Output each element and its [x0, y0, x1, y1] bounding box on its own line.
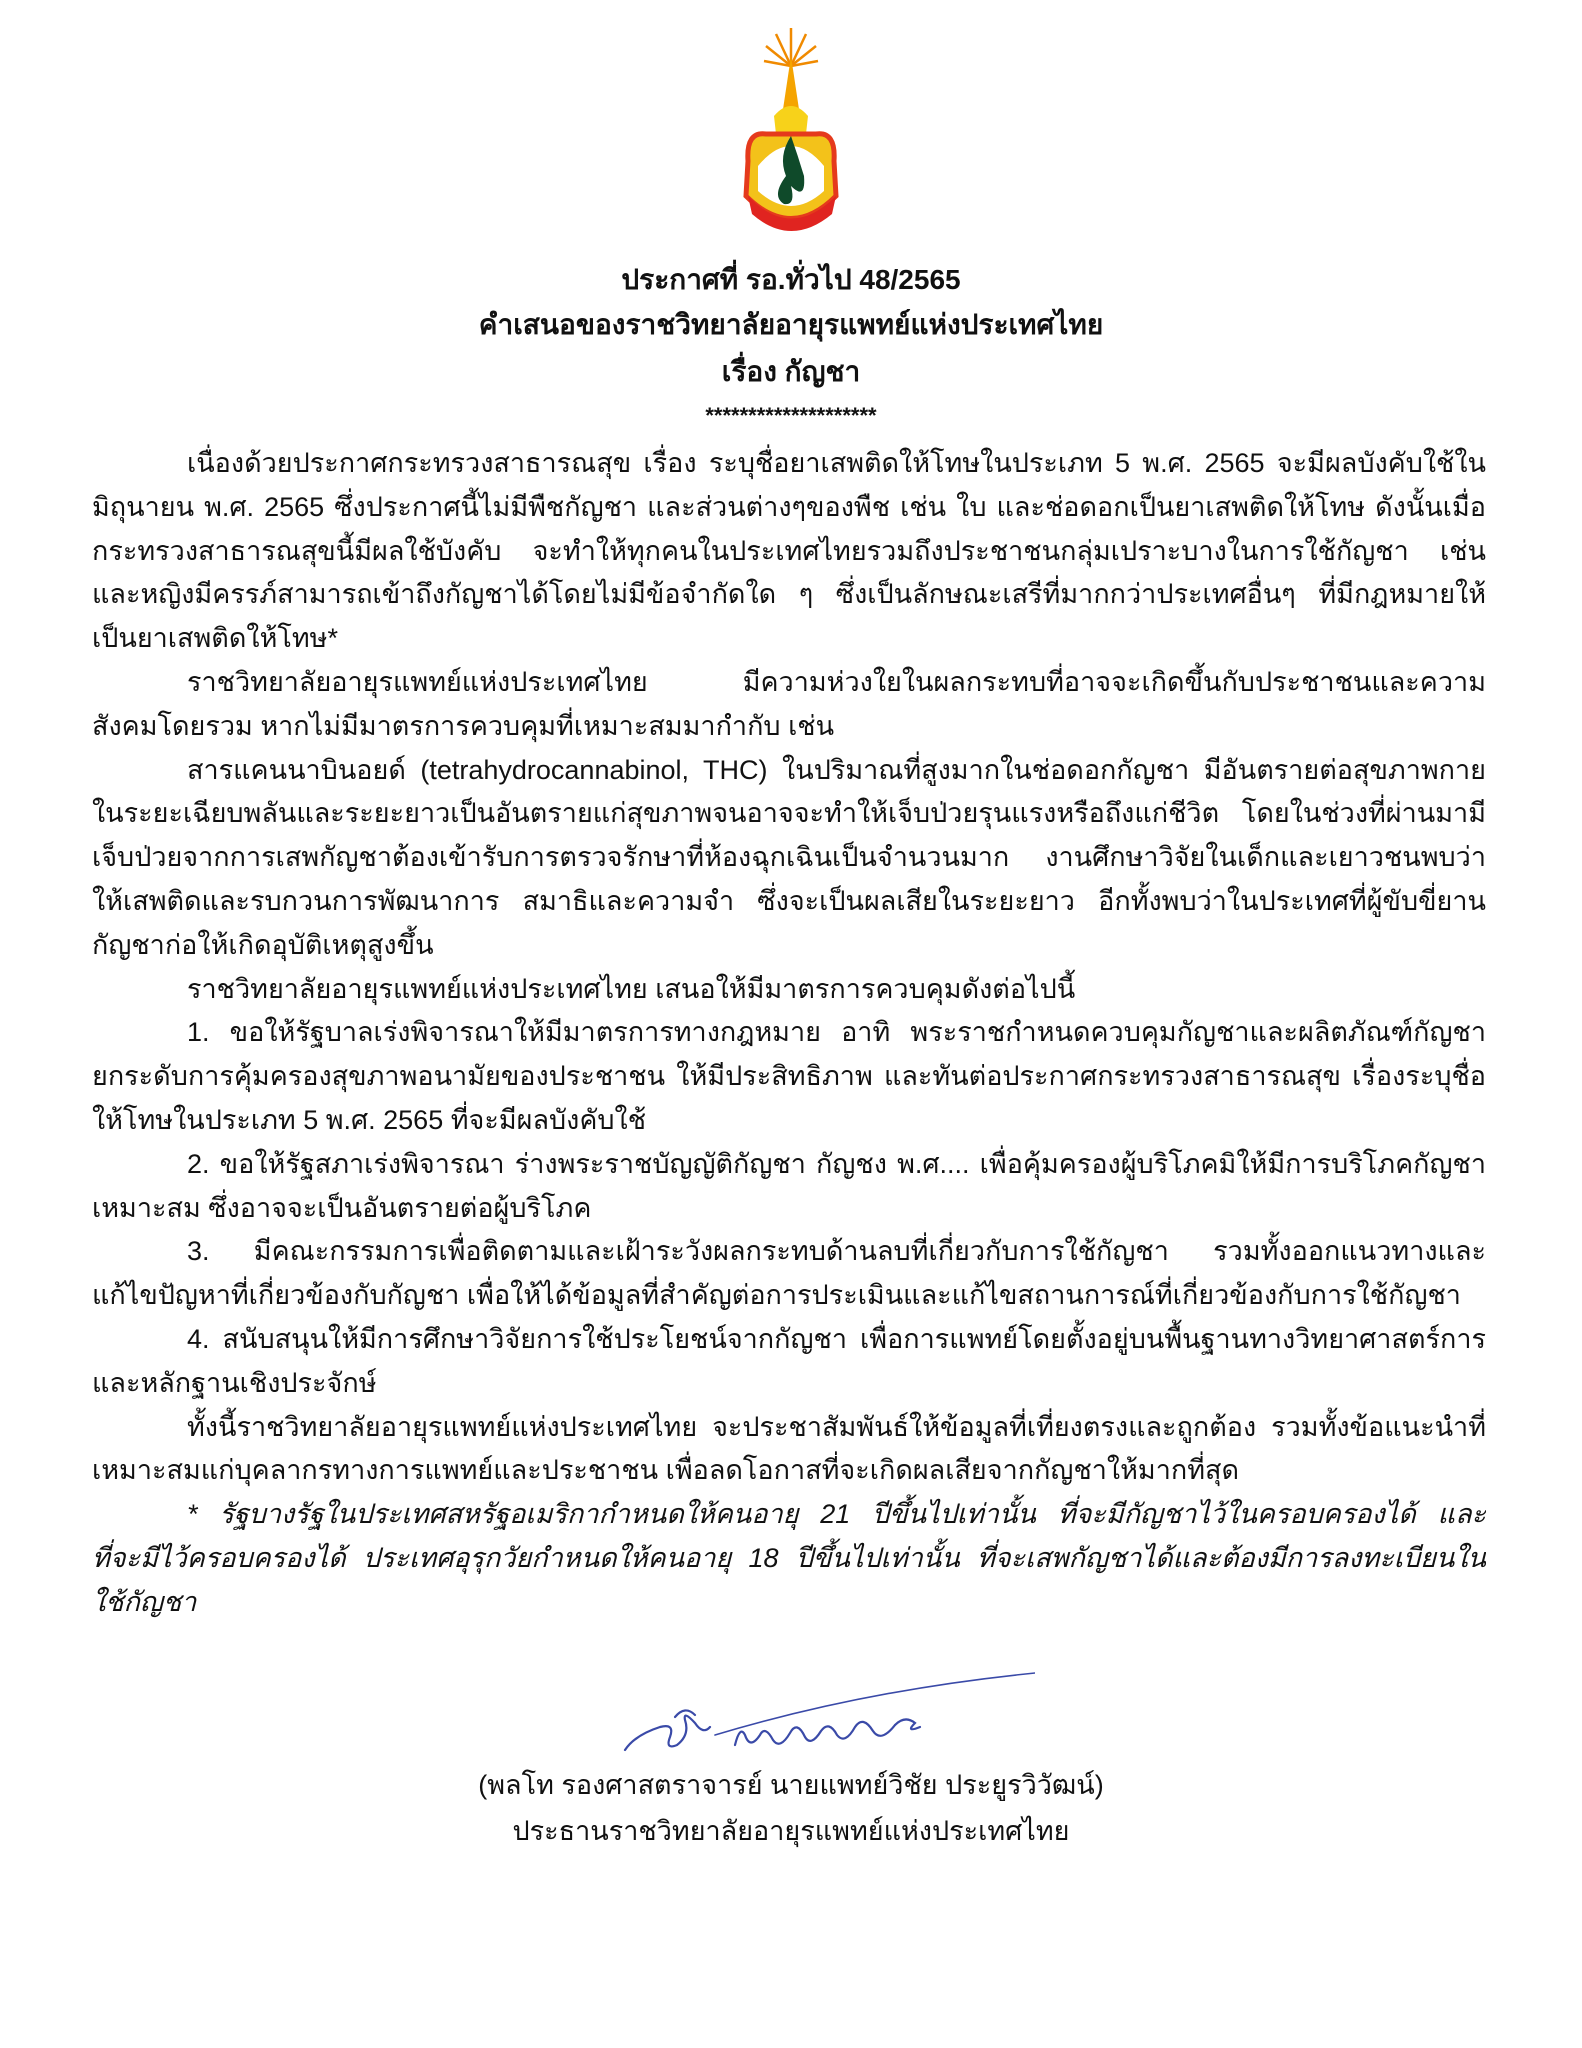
- signer-name: (พลโท รองศาสตราจารย์ นายแพทย์วิชัย ประยูรวิวัฒน์): [478, 1770, 1104, 1800]
- paragraph-line: กระทรวงสาธารณสุขนี้มีผลใช้บังคับ จะทำให้ทุกคนในประเทศไทยรวมถึงประชาชนกลุ่มเปราะบางในการใช้กัญชา เช่น: [92, 535, 1486, 566]
- paragraph-line: เป็นยาเสพติดให้โทษ*: [92, 623, 338, 654]
- paragraph-line: ในระยะเฉียบพลันและระยะยาวเป็นอันตรายแก่สุขภาพจนอาจจะทำให้เจ็บป่วยรุนแรงหรือถึงแก่ชีวิต โดยในช่วงที่ผ่านมามี: [92, 798, 1486, 829]
- paragraph-line: สารแคนนาบินอยด์ (tetrahydrocannabinol, THC) ในปริมาณที่สูงมากในช่อดอกกัญชา มีอันตรายต่อสุขภาพกาย: [187, 754, 1486, 785]
- footnote-line: ใช้กัญชา: [92, 1586, 197, 1617]
- document-body: [92, 442, 1486, 1625]
- paragraph-line: กัญชาก่อให้เกิดอุบัติเหตุสูงขึ้น: [92, 929, 434, 960]
- list-item-line: 4. สนับสนุนให้มีการศึกษาวิจัยการใช้ประโยชน์จากกัญชา เพื่อการแพทย์โดยตั้งอยู่บนพื้นฐานทางวิทยาศาสตร์การ: [187, 1323, 1486, 1354]
- list-item-line: เหมาะสม ซึ่งอาจจะเป็นอันตรายต่อผู้บริโภค: [92, 1192, 592, 1223]
- paragraph-line: และหญิงมีครรภ์สามารถเข้าถึงกัญชาได้โดยไม่มีข้อจำกัดใด ๆ ซึ่งเป็นลักษณะเสรีที่มากกว่าประเทศอื่นๆ ที่มีกฎหมายให้: [92, 579, 1486, 610]
- paragraph-line: เหมาะสมแก่บุคลากรทางการแพทย์และประชาชน เพื่อลดโอกาสที่จะเกิดผลเสียจากกัญชาให้มากที่สุด: [92, 1455, 1240, 1486]
- college-emblem-logo: [726, 26, 856, 234]
- paragraph-line: ราชวิทยาลัยอายุรแพทย์แห่งประเทศไทย เสนอให้มีมาตรการควบคุมดังต่อไปนี้: [187, 973, 1076, 1004]
- footnote-line: ที่จะมีไว้ครอบครองได้ ประเทศอุรุกวัยกำหนดให้คนอายุ 18 ปีขึ้นไปเท่านั้น ที่จะเสพกัญชาได้และต้องมีการลงทะเบียนใน: [92, 1542, 1486, 1573]
- paragraph-line: ทั้งนี้ราชวิทยาลัยอายุรแพทย์แห่งประเทศไทย จะประชาสัมพันธ์ให้ข้อมูลที่เที่ยงตรงและถูกต้อง รวมทั้งข้อแนะนำที่: [187, 1411, 1486, 1442]
- list-item-line: 2. ขอให้รัฐสภาเร่งพิจารณา ร่างพระราชบัญญัติกัญชา กัญชง พ.ศ.... เพื่อคุ้มครองผู้บริโภคมิให้มีการบริโภคกัญชา: [187, 1148, 1486, 1179]
- list-item-line: 1. ขอให้รัฐบาลเร่งพิจารณาให้มีมาตรการทางกฎหมาย อาทิ พระราชกำหนดควบคุมกัญชาและผลิตภัณฑ์กัญชา: [187, 1017, 1486, 1048]
- paragraph-line: มิถุนายน พ.ศ. 2565 ซึ่งประกาศนี้ไม่มีพืชกัญชา และส่วนต่างๆของพืช เช่น ใบ และช่อดอกเป็นยาเสพติดให้โทษ ดังนั้นเมื่อ: [92, 491, 1486, 522]
- paragraph-line: สังคมโดยรวม หากไม่มีมาตรการควบคุมที่เหมาะสมมากำกับ เช่น: [92, 710, 835, 741]
- separator: ********************: [705, 403, 877, 428]
- list-item-line: 3. มีคณะกรรมการเพื่อติดตามและเฝ้าระวังผลกระทบด้านลบที่เกี่ยวกับการใช้กัญชา รวมทั้งออกแนวทางและ: [187, 1236, 1486, 1267]
- list-item-line: ให้โทษในประเภท 5 พ.ศ. 2565 ที่จะมีผลบังคับใช้: [92, 1104, 647, 1135]
- list-item-line: แก้ไขปัญหาที่เกี่ยวข้องกับกัญชา เพื่อให้ได้ข้อมูลที่สำคัญต่อการประเมินและแก้ไขสถานการณ์ที่เกี่ยวข้องกับการใช้กัญชา: [92, 1280, 1461, 1311]
- announcement-number: ประกาศที่ รอ.ทั่วไป 48/2565: [621, 264, 961, 295]
- handwritten-signature: [615, 1665, 1035, 1765]
- signer-position: ประธานราชวิทยาลัยอายุรแพทย์แห่งประเทศไทย: [512, 1816, 1070, 1846]
- paragraph-line: เนื่องด้วยประกาศกระทรวงสาธารณสุข เรื่อง ระบุชื่อยาเสพติดให้โทษในประเภท 5 พ.ศ. 2565 จะมีผลบังคับใช้ใน: [187, 448, 1486, 478]
- announcement-subject: เรื่อง กัญชา: [721, 356, 861, 387]
- list-item-line: และหลักฐานเชิงประจักษ์: [92, 1367, 377, 1398]
- announcement-title: คำเสนอของราชวิทยาลัยอายุรแพทย์แห่งประเทศไทย: [478, 309, 1104, 340]
- paragraph-line: เจ็บป่วยจากการเสพกัญชาต้องเข้ารับการตรวจรักษาที่ห้องฉุกเฉินเป็นจำนวนมาก งานศึกษาวิจัยในเด็กและเยาวชนพบว่า: [92, 842, 1486, 873]
- list-item-line: ยกระดับการคุ้มครองสุขภาพอนามัยของประชาชน ให้มีประสิทธิภาพ และทันต่อประกาศกระทรวงสาธารณสุข เรื่องระบุชื่อ: [92, 1061, 1486, 1092]
- paragraph-line: ราชวิทยาลัยอายุรแพทย์แห่งประเทศไทย มีความห่วงใยในผลกระทบที่อาจจะเกิดขึ้นกับประชาชนและความ: [187, 666, 1486, 697]
- footnote-line: * รัฐบางรัฐในประเทศสหรัฐอเมริกากำหนดให้คนอายุ 21 ปีขึ้นไปเท่านั้น ที่จะมีกัญชาไว้ในครอบครองได้ และ: [187, 1499, 1486, 1530]
- paragraph-line: ให้เสพติดและรบกวนการพัฒนาการ สมาธิและความจำ ซึ่งจะเป็นผลเสียในระยะยาว อีกทั้งพบว่าในประเทศที่ผู้ขับขี่ยาน: [92, 885, 1486, 916]
